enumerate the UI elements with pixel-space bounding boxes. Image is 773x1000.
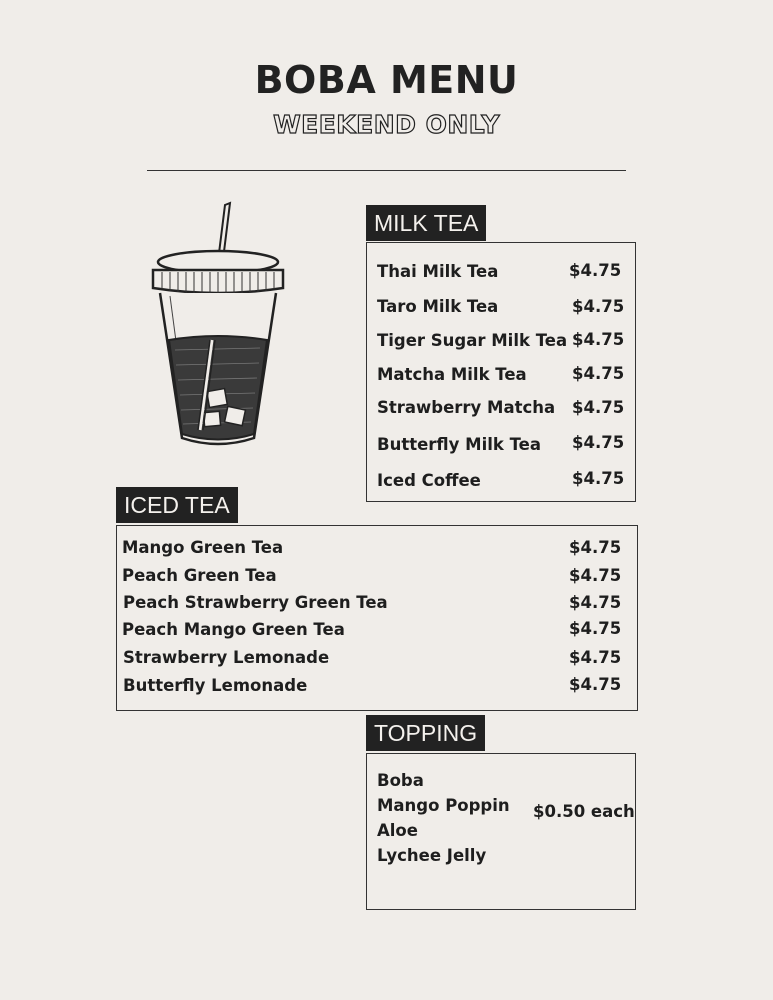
milk-tea-price: $4.75 [569, 261, 622, 280]
milk-tea-price: $4.75 [572, 398, 625, 417]
iced-tea-price: $4.75 [569, 648, 622, 667]
iced-tea-item: Butterfly Lemonade [123, 676, 308, 695]
topping-item: Aloe [377, 821, 418, 840]
boba-cup-icon [140, 200, 300, 455]
page-title: BOBA MENU [254, 58, 519, 102]
iced-tea-heading: ICED TEA [116, 487, 238, 523]
iced-tea-item: Strawberry Lemonade [123, 648, 330, 667]
iced-tea-price: $4.75 [569, 675, 622, 694]
topping-item: Lychee Jelly [377, 846, 487, 865]
milk-tea-price: $4.75 [572, 297, 625, 316]
topping-price: $0.50 each [533, 802, 635, 821]
iced-tea-item: Peach Strawberry Green Tea [123, 593, 388, 612]
topping-item: Boba [377, 771, 424, 790]
iced-tea-price: $4.75 [569, 566, 622, 585]
milk-tea-item: Butterfly Milk Tea [377, 435, 541, 454]
page-subtitle: WEEKEND ONLY [273, 110, 500, 139]
topping-heading: TOPPING [366, 715, 485, 751]
iced-tea-price: $4.75 [569, 538, 622, 557]
iced-tea-item: Peach Mango Green Tea [122, 620, 345, 639]
milk-tea-price: $4.75 [572, 330, 625, 349]
milk-tea-item: Taro Milk Tea [377, 297, 499, 316]
milk-tea-heading: MILK TEA [366, 205, 486, 241]
milk-tea-price: $4.75 [572, 433, 625, 452]
milk-tea-item: Tiger Sugar Milk Tea [377, 331, 568, 350]
milk-tea-price: $4.75 [572, 364, 625, 383]
divider [147, 170, 626, 171]
iced-tea-price: $4.75 [569, 619, 622, 638]
milk-tea-item: Thai Milk Tea [377, 262, 499, 281]
milk-tea-item: Iced Coffee [377, 471, 481, 490]
topping-item: Mango Poppin [377, 796, 510, 815]
iced-tea-price: $4.75 [569, 593, 622, 612]
milk-tea-item: Strawberry Matcha [377, 398, 556, 417]
milk-tea-item: Matcha Milk Tea [377, 365, 527, 384]
iced-tea-item: Peach Green Tea [122, 566, 277, 585]
milk-tea-price: $4.75 [572, 469, 625, 488]
iced-tea-item: Mango Green Tea [122, 538, 284, 557]
